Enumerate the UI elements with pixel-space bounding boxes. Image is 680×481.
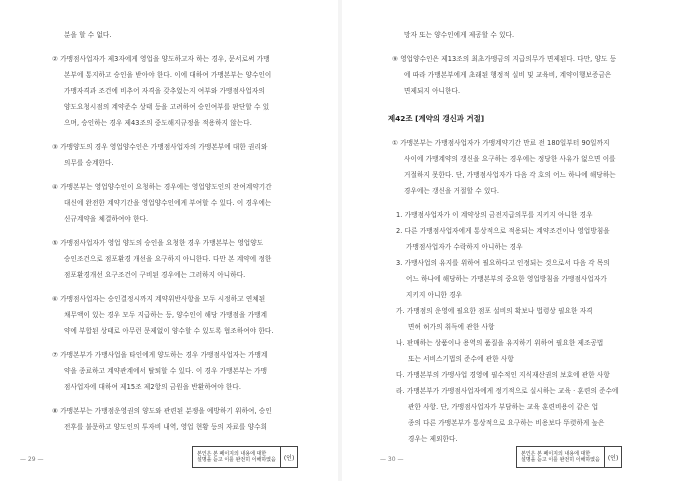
list-item: 1. 가맹점사업자가 이 계약상의 금전지급의무를 지키지 아니한 경우 [396, 211, 593, 219]
text-line: 면제되지 아니한다. [404, 87, 461, 95]
acknowledgement-line-2: 설명을 듣고 이를 완전히 이해하였음 [521, 457, 600, 463]
acknowledgement-line-1: 본인은 본 페이지의 내용에 대한 [197, 450, 267, 457]
text-line: 가맹자격과 조건에 비추어 자격을 갖추었는지 여부와 가맹점사업자의 [64, 87, 265, 95]
page-number: — 30 — [380, 456, 404, 463]
article-heading: 제42조 [계약의 갱신과 거절] [388, 114, 485, 123]
sub-item: 나. 판매하는 상품이나 용역의 품질을 유지하기 위하여 필요한 제조공법 [396, 339, 604, 347]
list-item: 2. 다른 가맹점사업자에게 통상적으로 적용되는 계약조건이나 영업방침을 [396, 227, 610, 235]
text-line: 채무액이 있는 경우 모두 지급하는 등, 양수인이 해당 가맹점을 가맹계 [64, 311, 268, 319]
sub-item: 라. 가맹본부가 가맹점사업자에게 정기적으로 실시하는 교육 · 훈련의 준수에 [396, 387, 619, 395]
text-line: 신규계약을 체결하여야 한다. [64, 215, 149, 223]
text-line: 양도요청시점의 계약준수 상태 등을 고려하여 승인여부를 판단할 수 있 [64, 103, 270, 111]
acknowledgement-text [517, 447, 605, 467]
text-line: ⑦ 가맹본부가 가맹사업을 타인에게 양도하는 경우 가맹점사업자는 가맹계 [52, 351, 268, 359]
text-line: 지키지 아니한 경우 [406, 291, 463, 299]
acknowledgement-box [516, 446, 622, 468]
text-line: 면허 허가의 취득에 관한 사항 [408, 323, 495, 331]
text-line: 어느 하나에 해당하는 가맹본부의 중요한 영업방침을 가맹점사업자가 [406, 275, 607, 283]
text-line: ⑤ 가맹점사업자가 영업 양도의 승인을 요청한 경우 가맹본부는 영업양도 [52, 239, 264, 247]
text-line: 또는 서비스기법의 준수에 관한 사항 [408, 355, 514, 363]
text-line: 승인조건으로 점포환경 개선을 요구하지 아니한다. 다만 본 계약에 정한 [64, 255, 272, 263]
text-line: 경우는 제외한다. [408, 435, 458, 443]
text-line: ③ 가맹양도의 경우 영업양수인은 가맹점사업자의 가맹본부에 대한 권리와 [52, 143, 268, 151]
text-line: 점포환경개선 요구조건이 구비된 경우에는 그러하지 아니하다. [64, 271, 246, 279]
text-line: ⑧ 가맹본부는 가맹점운영권의 양도와 관련된 분쟁을 예방하기 위하여, 승인 [52, 407, 272, 415]
text-line: ⑥ 가맹점사업자는 승인결정시까지 계약위반사항을 모두 시정하고 연체된 [52, 295, 266, 303]
acknowledgement-line-1: 본인은 본 페이지의 내용에 대한 [521, 450, 591, 457]
text-line: ① 가맹본부는 가맹점사업자가 가맹계약기간 만료 전 180일부터 90일까지 [392, 139, 610, 147]
list-item: 3. 가맹사업의 유지를 위하여 필요하다고 인정되는 것으로서 다음 각 목의 [396, 259, 610, 267]
text-line: 전후를 불문하고 양도인의 투자비 내역, 영업 현황 등의 자료를 양수희 [64, 423, 268, 431]
text-line: 가맹점사업자가 수락하지 아니하는 경우 [406, 243, 523, 251]
text-line: 대신에 완전한 계약기간을 영업양수인에게 부여할 수 있다. 이 경우에는 [64, 199, 272, 207]
text-line: 망자 또는 양수인에게 제공할 수 있다. [404, 31, 515, 39]
text-line: 관한 사항. 단, 가맹점사업자가 부담하는 교육 훈련비용이 같은 업 [408, 403, 599, 411]
seal-field[interactable]: (인) [607, 454, 619, 462]
text-line: 점사업자에 대하여 제15조 제2항의 금원을 반환하여야 한다. [64, 383, 242, 391]
acknowledgement-text [193, 447, 281, 467]
text-line: ⑨ 영업양수인은 제13조의 최초가맹금의 지급의무가 면제된다. 다만, 양도 등 [392, 55, 617, 63]
text-line: 의무를 승계한다. [64, 159, 114, 167]
text-line: 으며, 승인하는 경우 제43조의 중도해지규정을 적용하지 않는다. [64, 119, 252, 127]
page-number: — 29 — [20, 456, 44, 463]
acknowledgement-line-2: 설명을 듣고 이를 완전히 이해하였음 [197, 457, 276, 463]
text-line: ② 가맹점사업자가 제3자에게 영업을 양도하고자 하는 경우, 문서로써 가맹 [52, 55, 270, 63]
text-line: 에 따라 가맹본부에게 초래된 행정적 실비 및 교육비, 계약이행보증금은 [404, 71, 612, 79]
text-line: 분을 할 수 없다. [64, 31, 112, 39]
text-line: 약에 부합된 상태로 아무런 문제없이 양수할 수 있도록 협조하여야 한다. [64, 327, 274, 335]
sub-item: 다. 가맹본부의 가맹사업 경영에 필수적인 지식재산권의 보호에 관한 사항 [396, 371, 610, 379]
text-line: 약을 종료하고 계약관계에서 탈퇴할 수 있다. 이 경우 가맹본부는 가맹 [64, 367, 268, 375]
right-page [340, 0, 680, 481]
text-line: 사이에 가맹계약의 갱신을 요구하는 경우에는 정당한 사유가 없으면 이를 [404, 155, 616, 163]
text-line: ④ 가맹본부는 영업양수인이 요청하는 경우에는 영업양도인의 잔여계약기간 [52, 183, 272, 191]
text-line: 거절하지 못한다. 단, 가맹점사업자가 다음 각 호의 어느 하나에 해당하는 [404, 171, 616, 179]
sub-item: 가. 가맹점의 운영에 필요한 점포 설비의 확보나 법령상 필요한 자격 [396, 307, 593, 315]
text-line: 경우에는 갱신을 거절할 수 있다. [404, 187, 500, 195]
text-line: 본부에 통지하고 승인을 받아야 한다. 이에 대하여 가맹본부는 양수인이 [64, 71, 272, 79]
acknowledgement-box [192, 446, 298, 468]
seal-field[interactable]: (인) [283, 454, 295, 462]
text-line: 종의 다른 가맹본부가 통상적으로 요구하는 비용보다 뚜렷하게 높은 [408, 419, 605, 427]
